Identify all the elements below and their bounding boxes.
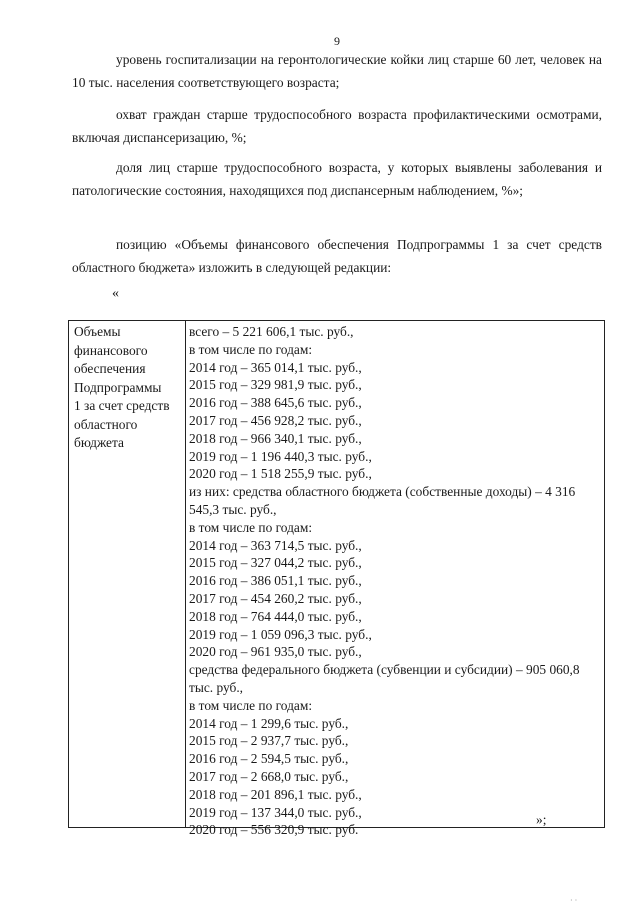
- close-quote: »;: [536, 812, 547, 827]
- paragraph-hospitalization: [72, 48, 602, 94]
- funding-line: 2018 год – 764 444,0 тыс. руб.,: [189, 608, 362, 624]
- paragraph-text: уровень госпитализации на геронтологические койки лиц старше 60 лет, человек на 10 тыс. населения соответствующего возраста;: [72, 52, 602, 90]
- funding-line: 2016 год – 2 594,5 тыс. руб.,: [189, 751, 349, 767]
- paragraph-dispensary: [72, 156, 602, 202]
- funding-line: 2015 год – 327 044,2 тыс. руб.,: [189, 555, 362, 571]
- paragraph-text: доля лиц старше трудоспособного возраста, у которых выявлены заболевания и патологические состояния, находящихся под диспансерным наблюдением, %»;: [72, 160, 602, 198]
- left-cell-line: финансового: [74, 342, 148, 358]
- left-cell-line: обеспечения: [74, 361, 146, 376]
- page-number: 9: [334, 34, 340, 48]
- open-quote: «: [112, 286, 119, 301]
- corner-mark: · ·: [570, 896, 578, 905]
- paragraph-text: охват граждан старше трудоспособного возраста профилактическими осмотрами, включая диспансеризацию, %;: [72, 107, 602, 145]
- table-left-cell: [74, 323, 184, 453]
- funding-line: 2015 год – 329 981,9 тыс. руб.,: [189, 377, 362, 393]
- funding-line: из них: средства областного бюджета (собственные доходы) – 4 316 545,3 тыс. руб.,: [189, 484, 576, 517]
- funding-line: 2020 год – 556 320,9 тыс. руб.: [189, 822, 359, 838]
- funding-line: всего – 5 221 606,1 тыс. руб.,: [189, 324, 354, 339]
- funding-table: [68, 320, 605, 838]
- funding-line: 2018 год – 201 896,1 тыс. руб.,: [189, 786, 362, 802]
- funding-line: 2019 год – 137 344,0 тыс. руб.,: [189, 804, 362, 820]
- left-cell-line: бюджета: [74, 435, 124, 450]
- funding-line: 2017 год – 2 668,0 тыс. руб.,: [189, 768, 349, 784]
- funding-line: 2014 год – 365 014,1 тыс. руб.,: [189, 359, 362, 375]
- funding-line: 2014 год – 1 299,6 тыс. руб.,: [189, 715, 349, 731]
- funding-line: в том числе по годам:: [189, 341, 313, 357]
- funding-line: 2016 год – 388 645,6 тыс. руб.,: [189, 395, 362, 411]
- funding-line: средства федерального бюджета (субвенции и субсидии) – 905 060,8 тыс. руб.,: [189, 662, 580, 695]
- left-cell-line: Подпрограммы: [74, 379, 162, 395]
- funding-line: 2020 год – 1 518 255,9 тыс. руб.,: [189, 466, 372, 482]
- funding-line: 2019 год – 1 196 440,3 тыс. руб.,: [189, 448, 372, 464]
- funding-line: в том числе по годам:: [189, 519, 313, 535]
- funding-line: 2016 год – 386 051,1 тыс. руб.,: [189, 573, 362, 589]
- paragraph-text: позицию «Объемы финансового обеспечения Подпрограммы 1 за счет средств областного бюджета» изложить в следующей редакции:: [72, 237, 602, 275]
- paragraph-position: [72, 233, 602, 279]
- funding-line: 2017 год – 456 928,2 тыс. руб.,: [189, 412, 362, 428]
- left-cell-line: областного: [74, 416, 138, 432]
- funding-line: 2014 год – 363 714,5 тыс. руб.,: [189, 537, 362, 553]
- left-cell-line: 1 за счет средств: [74, 398, 170, 413]
- funding-line: в том числе по годам:: [189, 697, 313, 713]
- paragraph-checkups: [72, 103, 602, 149]
- funding-line: 2019 год – 1 059 096,3 тыс. руб.,: [189, 626, 372, 642]
- funding-line: 2017 год – 454 260,2 тыс. руб.,: [189, 590, 362, 606]
- funding-line: 2015 год – 2 937,7 тыс. руб.,: [189, 733, 349, 749]
- column-divider: [185, 321, 186, 827]
- left-cell-line: Объемы: [74, 324, 121, 339]
- funding-line: 2020 год – 961 935,0 тыс. руб.,: [189, 644, 362, 660]
- funding-line: 2018 год – 966 340,1 тыс. руб.,: [189, 430, 362, 446]
- table-right-cell: [189, 323, 601, 839]
